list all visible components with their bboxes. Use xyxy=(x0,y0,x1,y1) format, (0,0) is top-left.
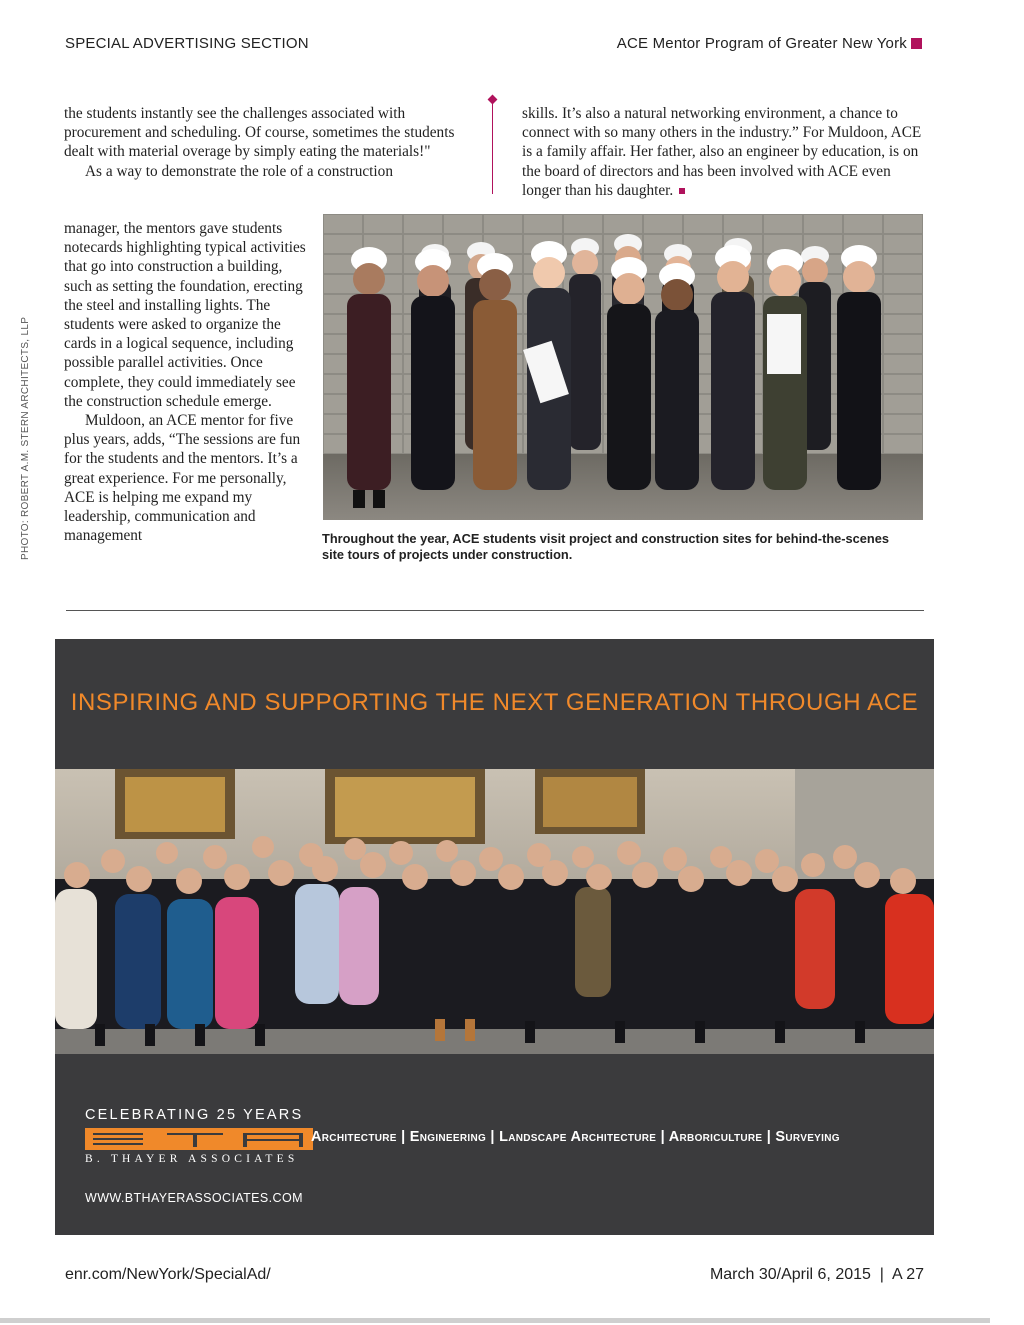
section-label: SPECIAL ADVERTISING SECTION xyxy=(65,35,309,52)
publication-title: ACE Mentor Program of Greater New York xyxy=(616,35,907,52)
divider-diamond-icon xyxy=(488,95,498,105)
photo-caption: Throughout the year, ACE students visit project and construction sites for behind-the-scenes site tours of projects under construction. xyxy=(322,531,889,562)
end-of-article-icon xyxy=(679,188,685,194)
services-list: Architecture | Engineering | Landscape Architecture | Arboriculture | Surveying xyxy=(311,1129,840,1145)
students-hardhat-photo xyxy=(323,214,923,520)
article-paragraph xyxy=(522,104,924,200)
publication-header xyxy=(617,35,922,52)
article-paragraph: the students instantly see the challenges associated with procurement and scheduling. Of course, sometimes the students dealt with material overage by simply eating the materials!" xyxy=(64,105,455,161)
accent-square-icon xyxy=(911,38,922,49)
company-website: WWW.BTHAYERASSOCIATES.COM xyxy=(85,1191,303,1205)
footer-date-page: March 30/April 6, 2015 | A 27 xyxy=(709,1266,924,1283)
section-divider xyxy=(66,610,924,611)
article-left-top xyxy=(64,104,459,181)
page-edge xyxy=(0,1318,990,1323)
footer-url: enr.com/NewYork/SpecialAd/ xyxy=(65,1266,271,1283)
article-paragraph-text: skills. It’s also a natural networking environment, a chance to connect with so many others in the industry.” For Muldoon, ACE is a family affair. Her father, also an engineer by education, is on the board of directors and has been involved with ACE even longer than his daughter. xyxy=(522,105,922,199)
company-name: B. THAYER ASSOCIATES xyxy=(85,1153,299,1165)
column-divider xyxy=(492,104,493,194)
article-paragraph: manager, the mentors gave students notecards highlighting typical activities that go into construction a building, such as setting the foundation, erecting the steel and installing lights. The students were asked to organize the cards in a logical sequence, including possible parallel activities. Once complete, they could immediately see the construction schedule emerge. xyxy=(64,220,306,410)
group-photo xyxy=(55,769,934,1054)
photo-credit: PHOTO: ROBERT A.M. STERN ARCHITECTS, LLP xyxy=(20,316,31,560)
advertisement xyxy=(55,639,934,1235)
article-left-narrow xyxy=(64,219,309,545)
article-paragraph: Muldoon, an ACE mentor for five plus years, adds, “The sessions are fun for the students and the mentors. It’s a great experience. For me personally, ACE is helping me expand my leadership, communication and management xyxy=(64,412,301,545)
bta-logo-icon xyxy=(85,1128,313,1150)
ad-headline: INSPIRING AND SUPPORTING THE NEXT GENERATION THROUGH ACE xyxy=(70,689,919,716)
article-right xyxy=(522,104,924,200)
anniversary-label: CELEBRATING 25 YEARS xyxy=(85,1107,304,1123)
article-paragraph: As a way to demonstrate the role of a construction xyxy=(85,162,393,180)
